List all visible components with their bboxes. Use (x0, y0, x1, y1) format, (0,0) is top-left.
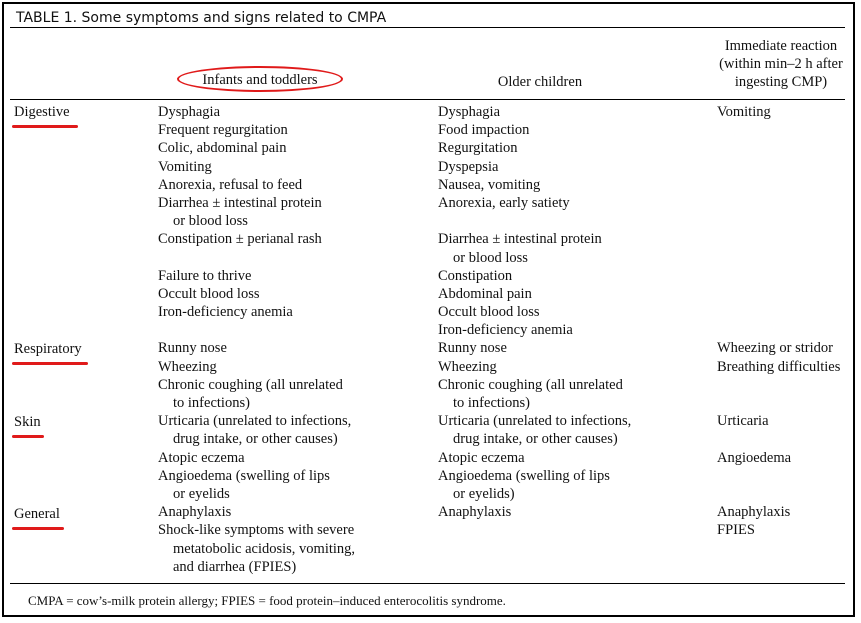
infants-row: or blood loss (173, 213, 248, 230)
infants-row: Shock-like symptoms with severe (158, 522, 355, 539)
immediate-row (717, 194, 840, 212)
infants-row: Iron-deficiency anemia (158, 304, 293, 321)
infants-row: Frequent regurgitation (158, 122, 288, 139)
header-older-children: Older children (497, 74, 583, 90)
infants-row: drug intake, or other causes) (173, 431, 338, 448)
immediate-row (717, 285, 840, 303)
immediate-row (717, 176, 840, 194)
table-footnote: CMPA = cow’s-milk protein allergy; FPIES = food protein–induced enterocolitis syndrome. (28, 593, 506, 608)
immediate-row (717, 394, 840, 412)
immediate-row (717, 249, 840, 267)
older-children-row: Dyspepsia (438, 158, 499, 175)
infants-row: Anorexia, refusal to feed (158, 176, 303, 193)
older-children-row: Food impaction (438, 122, 530, 139)
infants-row: Colic, abdominal pain (158, 140, 287, 157)
infants-row: Anaphylaxis (158, 504, 232, 521)
immediate-row (717, 321, 840, 339)
immediate-row (717, 467, 840, 485)
older-children-row: Abdominal pain (438, 285, 532, 302)
immediate-row: Breathing difficulties (717, 358, 841, 375)
older-children-row: Anaphylaxis (438, 504, 512, 521)
older-children-row: Occult blood loss (438, 304, 540, 321)
immediate-row (717, 485, 840, 503)
immediate-row: Anaphylaxis (717, 504, 791, 521)
underline-skin (12, 435, 44, 438)
immediate-row (717, 376, 840, 394)
older-children-row: Wheezing (438, 358, 497, 375)
older-children-row: Chronic coughing (all unrelated (438, 376, 623, 393)
immediate-row (717, 230, 840, 248)
older-children-row: Atopic eczema (438, 449, 525, 466)
older-children-row: or eyelids) (453, 485, 515, 502)
infants-row: Constipation ± perianal rash (158, 231, 322, 248)
immediate-row: Wheezing or stridor (717, 340, 833, 357)
older-children-row: Nausea, vomiting (438, 176, 541, 193)
older-children-row: Iron-deficiency anemia (438, 322, 573, 339)
underline-respiratory (12, 362, 88, 365)
immediate-row: FPIES (717, 522, 755, 539)
immediate-row: Angioedema (717, 449, 792, 466)
underline-digestive (12, 125, 78, 128)
header-rule (10, 99, 845, 100)
immediate-row (717, 540, 840, 558)
infants-row: Dysphagia (158, 104, 221, 120)
immediate-row (717, 121, 840, 139)
infants-row: or eyelids (173, 485, 230, 502)
category-respiratory: Respiratory (14, 341, 82, 357)
category-general: General (14, 506, 60, 522)
top-rule (10, 27, 845, 28)
immediate-row (717, 303, 840, 321)
older-children-row: Diarrhea ± intestinal protein (438, 231, 602, 248)
header-immediate-line-3: ingesting CMP) (734, 74, 828, 91)
category-digestive: Digestive (14, 104, 70, 120)
immediate-row (717, 158, 840, 176)
older-children-row: Urticaria (unrelated to infections, (438, 413, 632, 430)
infants-row (158, 321, 355, 339)
category-skin: Skin (14, 414, 41, 430)
older-children-row: or blood loss (453, 249, 528, 266)
infants-row: Runny nose (158, 340, 227, 357)
immediate-row (717, 267, 840, 285)
older-children-row (438, 521, 631, 539)
annotation-oval (177, 66, 343, 92)
infants-row: Angioedema (swelling of lips (158, 467, 330, 484)
older-children-row (438, 558, 631, 576)
older-children-row: drug intake, or other causes) (453, 431, 618, 448)
immediate-row: Vomiting (717, 104, 771, 120)
immediate-row (717, 430, 840, 448)
infants-row: Atopic eczema (158, 449, 245, 466)
infants-row: Chronic coughing (all unrelated (158, 376, 343, 393)
header-immediate-line-1: Immediate reaction (724, 38, 838, 54)
infants-row: Vomiting (158, 158, 212, 175)
older-children-row: Constipation (438, 267, 513, 284)
infants-row: Occult blood loss (158, 285, 260, 302)
older-children-row: Regurgitation (438, 140, 518, 157)
older-children-row (438, 212, 631, 230)
infants-row: Wheezing (158, 358, 217, 375)
infants-row: to infections) (173, 395, 250, 411)
older-children-row: Dysphagia (438, 104, 501, 120)
column-immediate-reaction (717, 103, 840, 576)
immediate-row (717, 139, 840, 157)
infants-row: and diarrhea (FPIES) (173, 558, 297, 575)
column-older-children (438, 103, 631, 576)
older-children-row: Angioedema (swelling of lips (438, 467, 610, 484)
immediate-row (717, 212, 840, 230)
older-children-row: Runny nose (438, 340, 507, 357)
infants-row: Urticaria (unrelated to infections, (158, 413, 352, 430)
infants-row: metatobolic acidosis, vomiting, (173, 540, 356, 557)
immediate-row (717, 558, 840, 576)
header-immediate-reaction (706, 37, 856, 92)
older-children-row: Anorexia, early satiety (438, 194, 570, 211)
older-children-row: to infections) (453, 395, 530, 411)
header-infants: Infants and toddlers (202, 72, 318, 88)
older-children-row (438, 540, 631, 558)
header-immediate-line-2: (within min–2 h after (719, 56, 843, 73)
immediate-row: Urticaria (717, 413, 769, 430)
bottom-rule (10, 583, 845, 584)
column-infants (158, 103, 355, 576)
infants-row: Failure to thrive (158, 267, 252, 284)
underline-general (12, 527, 64, 530)
infants-row: Diarrhea ± intestinal protein (158, 194, 322, 211)
infants-row (158, 249, 355, 267)
table-caption: TABLE 1. Some symptoms and signs related to CMPA (16, 10, 387, 26)
